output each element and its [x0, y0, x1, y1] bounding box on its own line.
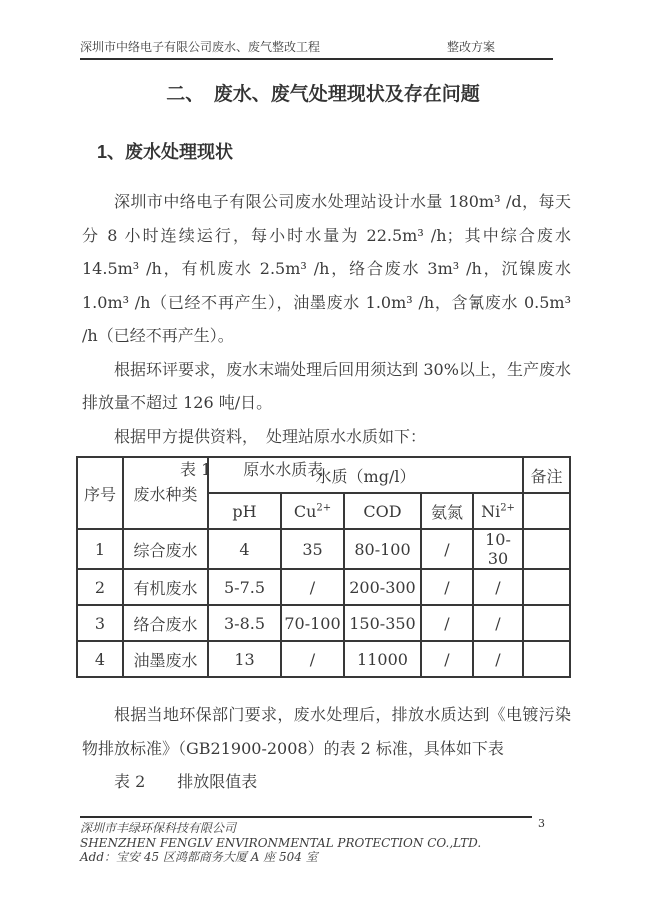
- col-header-ph: pH: [208, 493, 281, 529]
- cell-ammonia: /: [421, 569, 473, 605]
- cell-ni: /: [473, 605, 523, 641]
- table1-caption: 表 1 原水水质表: [180, 460, 324, 479]
- col-header-cod: COD: [344, 493, 421, 529]
- cell-ph: 4: [208, 529, 281, 569]
- ni-superscript: 2+: [500, 502, 515, 514]
- section-heading: 1、废水处理现状: [97, 142, 234, 162]
- footer-company-en: SHENZHEN FENGLV ENVIRONMENTAL PROTECTION CO.,LTD.: [80, 835, 482, 850]
- paragraph-reuse-requirement: 根据环评要求，废水末端处理后回用须达到 30%以上，生产废水排放量不超过 126 吨/日。: [82, 359, 571, 412]
- col-header-cu: [281, 493, 344, 529]
- cell-cod: 200-300: [344, 569, 421, 605]
- table-row: [77, 529, 570, 569]
- cell-remark: [523, 569, 570, 605]
- ni-symbol: Ni: [481, 501, 501, 521]
- cell-index: 3: [77, 605, 123, 641]
- cell-cu: /: [281, 569, 344, 605]
- cell-ph: 13: [208, 641, 281, 677]
- cu-superscript: 2+: [316, 502, 332, 514]
- col-header-index: 序号: [77, 457, 123, 529]
- paragraph-raw-water-intro: 根据甲方提供资料， 处理站原水水质如下：: [114, 426, 427, 446]
- cell-cod: 80-100: [344, 529, 421, 569]
- col-header-ammonia: 氨氮: [421, 493, 473, 529]
- col-header-wastewater-type: 废水种类: [123, 457, 208, 529]
- cell-ammonia: /: [421, 641, 473, 677]
- cell-cu: 35: [281, 529, 344, 569]
- cell-remark: [523, 529, 570, 569]
- page-footer: [80, 816, 570, 865]
- page-number: 3: [538, 817, 545, 830]
- paragraph-discharge-standard: 根据当地环保部门要求，废水处理后，排放水质达到《电镀污染物排放标准》（GB21900-2008）的表 2 标准，具体如下表: [82, 705, 571, 758]
- header-doc-type: 整改方案: [446, 40, 495, 54]
- cell-cod: 150-350: [344, 605, 421, 641]
- cell-ni: 10-30: [473, 529, 523, 569]
- lower-text-block: [82, 698, 571, 799]
- page-header: [80, 40, 553, 60]
- cell-remark: [523, 641, 570, 677]
- table-row: [77, 605, 570, 641]
- body-text-block: [82, 185, 571, 487]
- cell-type: 油墨废水: [123, 641, 208, 677]
- raw-water-quality-table: [76, 456, 571, 678]
- cell-ammonia: /: [421, 605, 473, 641]
- cell-type: 络合废水: [123, 605, 208, 641]
- cell-ni: /: [473, 569, 523, 605]
- col-header-ni: [473, 493, 523, 529]
- col-header-remark-empty: [523, 493, 570, 529]
- cell-type: 综合废水: [123, 529, 208, 569]
- cell-ph: 5-7.5: [208, 569, 281, 605]
- cell-cu: 70-100: [281, 605, 344, 641]
- paragraph-design-capacity: 深圳市中络电子有限公司废水处理站设计水量 180m³ /d，每天分 8 小时连续运行，每小时水量为 22.5m³ /h；其中综合废水 14.5m³ /h，有机废水 2.5m³ /h，络合废水 3m³ /h，沉镍废水 1.0m³ /h（已经不再产生），油墨废水 1.0m³ /h，含氰废水 0.5m³ /h（已经不再产生）。: [82, 192, 571, 345]
- cell-index: 2: [77, 569, 123, 605]
- cell-ni: /: [473, 641, 523, 677]
- cell-index: 1: [77, 529, 123, 569]
- footer-company-cn: 深圳市丰绿环保科技有限公司: [80, 821, 237, 835]
- cell-type: 有机废水: [123, 569, 208, 605]
- footer-rule: [80, 816, 532, 818]
- footer-address: Add：宝安 45 区鸿都商务大厦 A 座 504 室: [80, 850, 318, 864]
- page-title: 二、 废水、废气处理现状及存在问题: [166, 84, 480, 105]
- col-header-remark: 备注: [523, 457, 570, 493]
- table-header-row-1: [77, 457, 570, 493]
- cell-ammonia: /: [421, 529, 473, 569]
- cell-cod: 11000: [344, 641, 421, 677]
- table-row: [77, 569, 570, 605]
- header-project-title: 深圳市中络电子有限公司废水、废气整改工程: [80, 40, 321, 54]
- table-row: [77, 641, 570, 677]
- cell-cu: /: [281, 641, 344, 677]
- cell-index: 4: [77, 641, 123, 677]
- col-header-quality-group: 水质（mg/l）: [208, 457, 523, 493]
- cell-ph: 3-8.5: [208, 605, 281, 641]
- table2-caption: 表 2 排放限值表: [114, 772, 258, 791]
- cell-remark: [523, 605, 570, 641]
- cu-symbol: Cu: [293, 501, 317, 521]
